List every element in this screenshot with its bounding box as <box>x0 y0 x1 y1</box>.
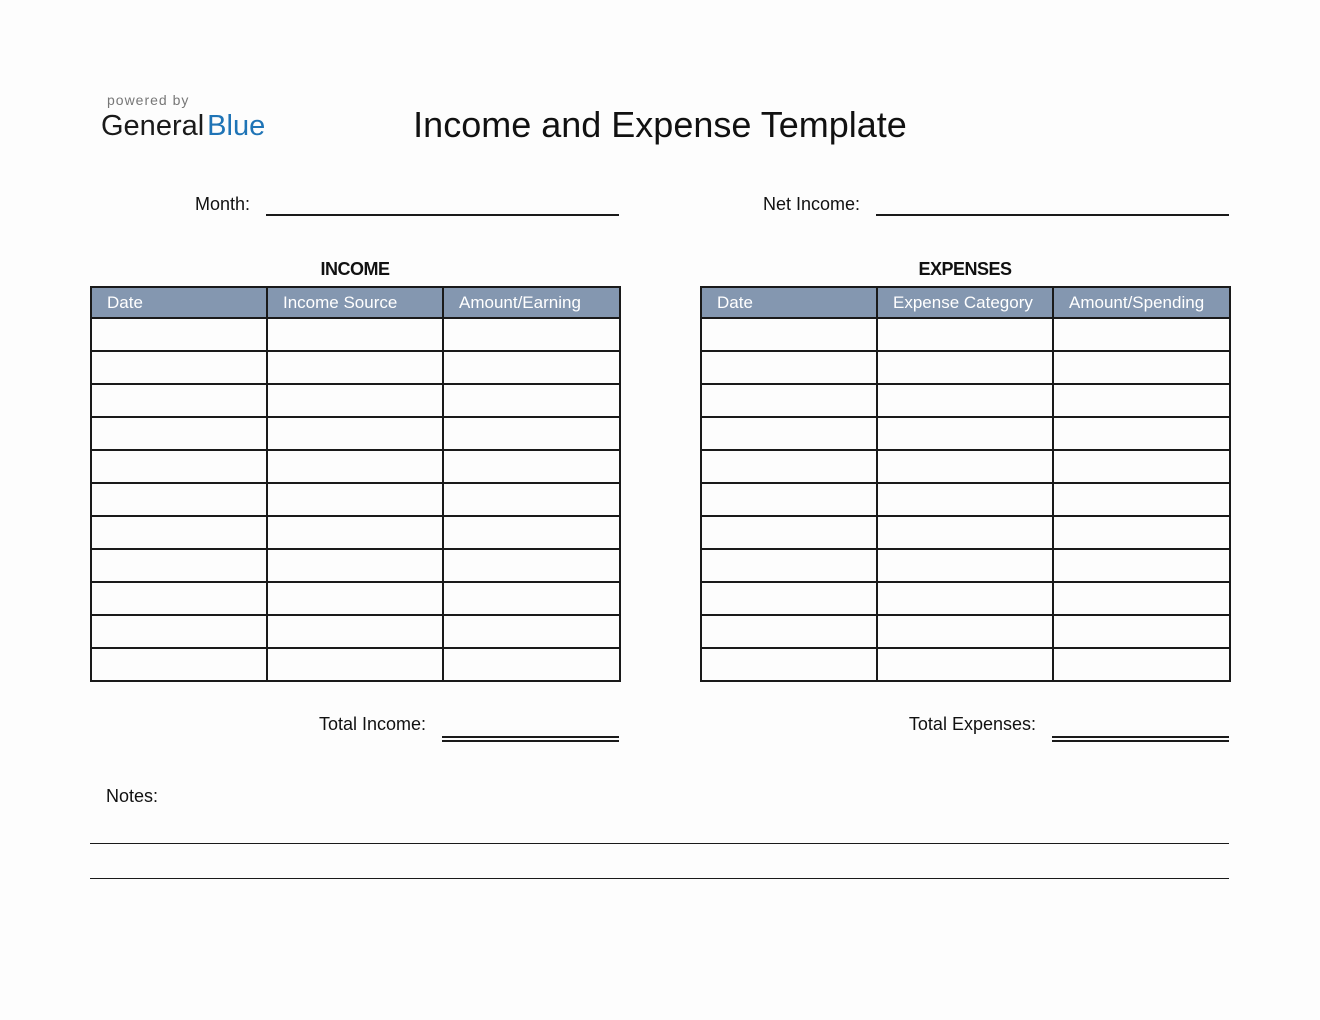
logo-blue: Blue <box>207 110 266 142</box>
income-cell-description[interactable] <box>267 384 443 417</box>
total-expenses-field[interactable] <box>1052 736 1229 742</box>
expenses-cell-date[interactable] <box>701 615 877 648</box>
expenses-cell-description[interactable] <box>877 318 1053 351</box>
expenses-cell-amount[interactable] <box>1053 483 1230 516</box>
brand-logo <box>101 110 265 142</box>
expenses-cell-date[interactable] <box>701 516 877 549</box>
income-cell-amount[interactable] <box>443 318 620 351</box>
expenses-cell-description[interactable] <box>877 417 1053 450</box>
income-cell-date[interactable] <box>91 318 267 351</box>
page-title: Income and Expense Template <box>413 104 907 145</box>
expenses-cell-amount[interactable] <box>1053 450 1230 483</box>
expenses-table-row <box>701 582 1230 615</box>
expenses-cell-date[interactable] <box>701 549 877 582</box>
income-cell-date[interactable] <box>91 417 267 450</box>
income-cell-description[interactable] <box>267 615 443 648</box>
income-cell-amount[interactable] <box>443 648 620 681</box>
income-table-row <box>91 516 620 549</box>
expenses-cell-date[interactable] <box>701 450 877 483</box>
expenses-table-row <box>701 318 1230 351</box>
expenses-cell-amount[interactable] <box>1053 384 1230 417</box>
expenses-table-row <box>701 549 1230 582</box>
income-cell-description[interactable] <box>267 648 443 681</box>
expenses-cell-amount[interactable] <box>1053 549 1230 582</box>
income-cell-date[interactable] <box>91 549 267 582</box>
income-col-date: Date <box>91 287 267 318</box>
income-cell-description[interactable] <box>267 417 443 450</box>
expenses-cell-amount[interactable] <box>1053 318 1230 351</box>
income-cell-description[interactable] <box>267 351 443 384</box>
expenses-col-category: Expense Category <box>877 287 1053 318</box>
expenses-cell-date[interactable] <box>701 582 877 615</box>
expenses-cell-description[interactable] <box>877 384 1053 417</box>
income-table-row <box>91 318 620 351</box>
income-cell-date[interactable] <box>91 648 267 681</box>
income-cell-description[interactable] <box>267 450 443 483</box>
income-col-amount: Amount/Earning <box>443 287 620 318</box>
expenses-cell-description[interactable] <box>877 615 1053 648</box>
income-table-row <box>91 351 620 384</box>
expenses-table-row <box>701 450 1230 483</box>
expenses-cell-date[interactable] <box>701 384 877 417</box>
expenses-table-row <box>701 483 1230 516</box>
income-cell-description[interactable] <box>267 516 443 549</box>
income-header-row <box>91 287 620 318</box>
income-section-title: INCOME <box>320 259 390 279</box>
income-col-source: Income Source <box>267 287 443 318</box>
income-cell-amount[interactable] <box>443 450 620 483</box>
income-cell-date[interactable] <box>91 582 267 615</box>
expenses-cell-date[interactable] <box>701 318 877 351</box>
income-table-row <box>91 450 620 483</box>
expenses-table-row <box>701 516 1230 549</box>
income-table-row <box>91 648 620 681</box>
expenses-section-title: EXPENSES <box>918 259 1012 279</box>
income-cell-description[interactable] <box>267 318 443 351</box>
income-cell-amount[interactable] <box>443 483 620 516</box>
income-cell-description[interactable] <box>267 582 443 615</box>
expenses-table-row <box>701 384 1230 417</box>
expenses-cell-description[interactable] <box>877 648 1053 681</box>
income-cell-amount[interactable] <box>443 351 620 384</box>
income-cell-amount[interactable] <box>443 582 620 615</box>
income-table-row <box>91 483 620 516</box>
powered-by-text: powered by <box>107 92 190 108</box>
expenses-cell-amount[interactable] <box>1053 582 1230 615</box>
income-cell-date[interactable] <box>91 516 267 549</box>
expenses-cell-amount[interactable] <box>1053 351 1230 384</box>
expenses-table-row <box>701 615 1230 648</box>
expenses-cell-amount[interactable] <box>1053 648 1230 681</box>
expenses-table-row <box>701 648 1230 681</box>
expenses-cell-description[interactable] <box>877 549 1053 582</box>
income-cell-date[interactable] <box>91 351 267 384</box>
expenses-cell-description[interactable] <box>877 351 1053 384</box>
expenses-cell-description[interactable] <box>877 516 1053 549</box>
expenses-cell-date[interactable] <box>701 648 877 681</box>
month-label: Month: <box>194 194 250 214</box>
total-income-field[interactable] <box>442 736 619 742</box>
income-cell-amount[interactable] <box>443 384 620 417</box>
expenses-cell-date[interactable] <box>701 483 877 516</box>
expenses-col-amount: Amount/Spending <box>1053 287 1230 318</box>
income-cell-date[interactable] <box>91 483 267 516</box>
total-income-label: Total Income: <box>318 714 426 734</box>
income-cell-description[interactable] <box>267 549 443 582</box>
expenses-table-row <box>701 417 1230 450</box>
income-table-row <box>91 417 620 450</box>
income-table <box>90 286 621 682</box>
income-table-row <box>91 582 620 615</box>
expenses-table <box>700 286 1231 682</box>
income-cell-amount[interactable] <box>443 516 620 549</box>
notes-label: Notes: <box>106 786 159 806</box>
income-cell-amount[interactable] <box>443 417 620 450</box>
notes-line[interactable] <box>90 878 1229 879</box>
income-cell-date[interactable] <box>91 615 267 648</box>
expenses-cell-amount[interactable] <box>1053 615 1230 648</box>
expenses-cell-description[interactable] <box>877 582 1053 615</box>
income-table-row <box>91 615 620 648</box>
logo-general: General <box>101 110 205 142</box>
income-cell-date[interactable] <box>91 384 267 417</box>
income-cell-amount[interactable] <box>443 549 620 582</box>
expenses-cell-description[interactable] <box>877 483 1053 516</box>
expenses-cell-amount[interactable] <box>1053 516 1230 549</box>
net-income-label: Net Income: <box>762 194 860 214</box>
income-table-row <box>91 549 620 582</box>
month-field[interactable] <box>266 214 619 216</box>
income-cell-description[interactable] <box>267 483 443 516</box>
income-table-row <box>91 384 620 417</box>
expenses-cell-date[interactable] <box>701 417 877 450</box>
notes-line[interactable] <box>90 843 1229 844</box>
expenses-col-date: Date <box>701 287 877 318</box>
income-cell-amount[interactable] <box>443 615 620 648</box>
total-expenses-label: Total Expenses: <box>908 714 1036 734</box>
net-income-field[interactable] <box>876 214 1229 216</box>
expenses-table-row <box>701 351 1230 384</box>
expenses-cell-amount[interactable] <box>1053 417 1230 450</box>
expenses-header-row <box>701 287 1230 318</box>
income-cell-date[interactable] <box>91 450 267 483</box>
expenses-cell-description[interactable] <box>877 450 1053 483</box>
expenses-cell-date[interactable] <box>701 351 877 384</box>
